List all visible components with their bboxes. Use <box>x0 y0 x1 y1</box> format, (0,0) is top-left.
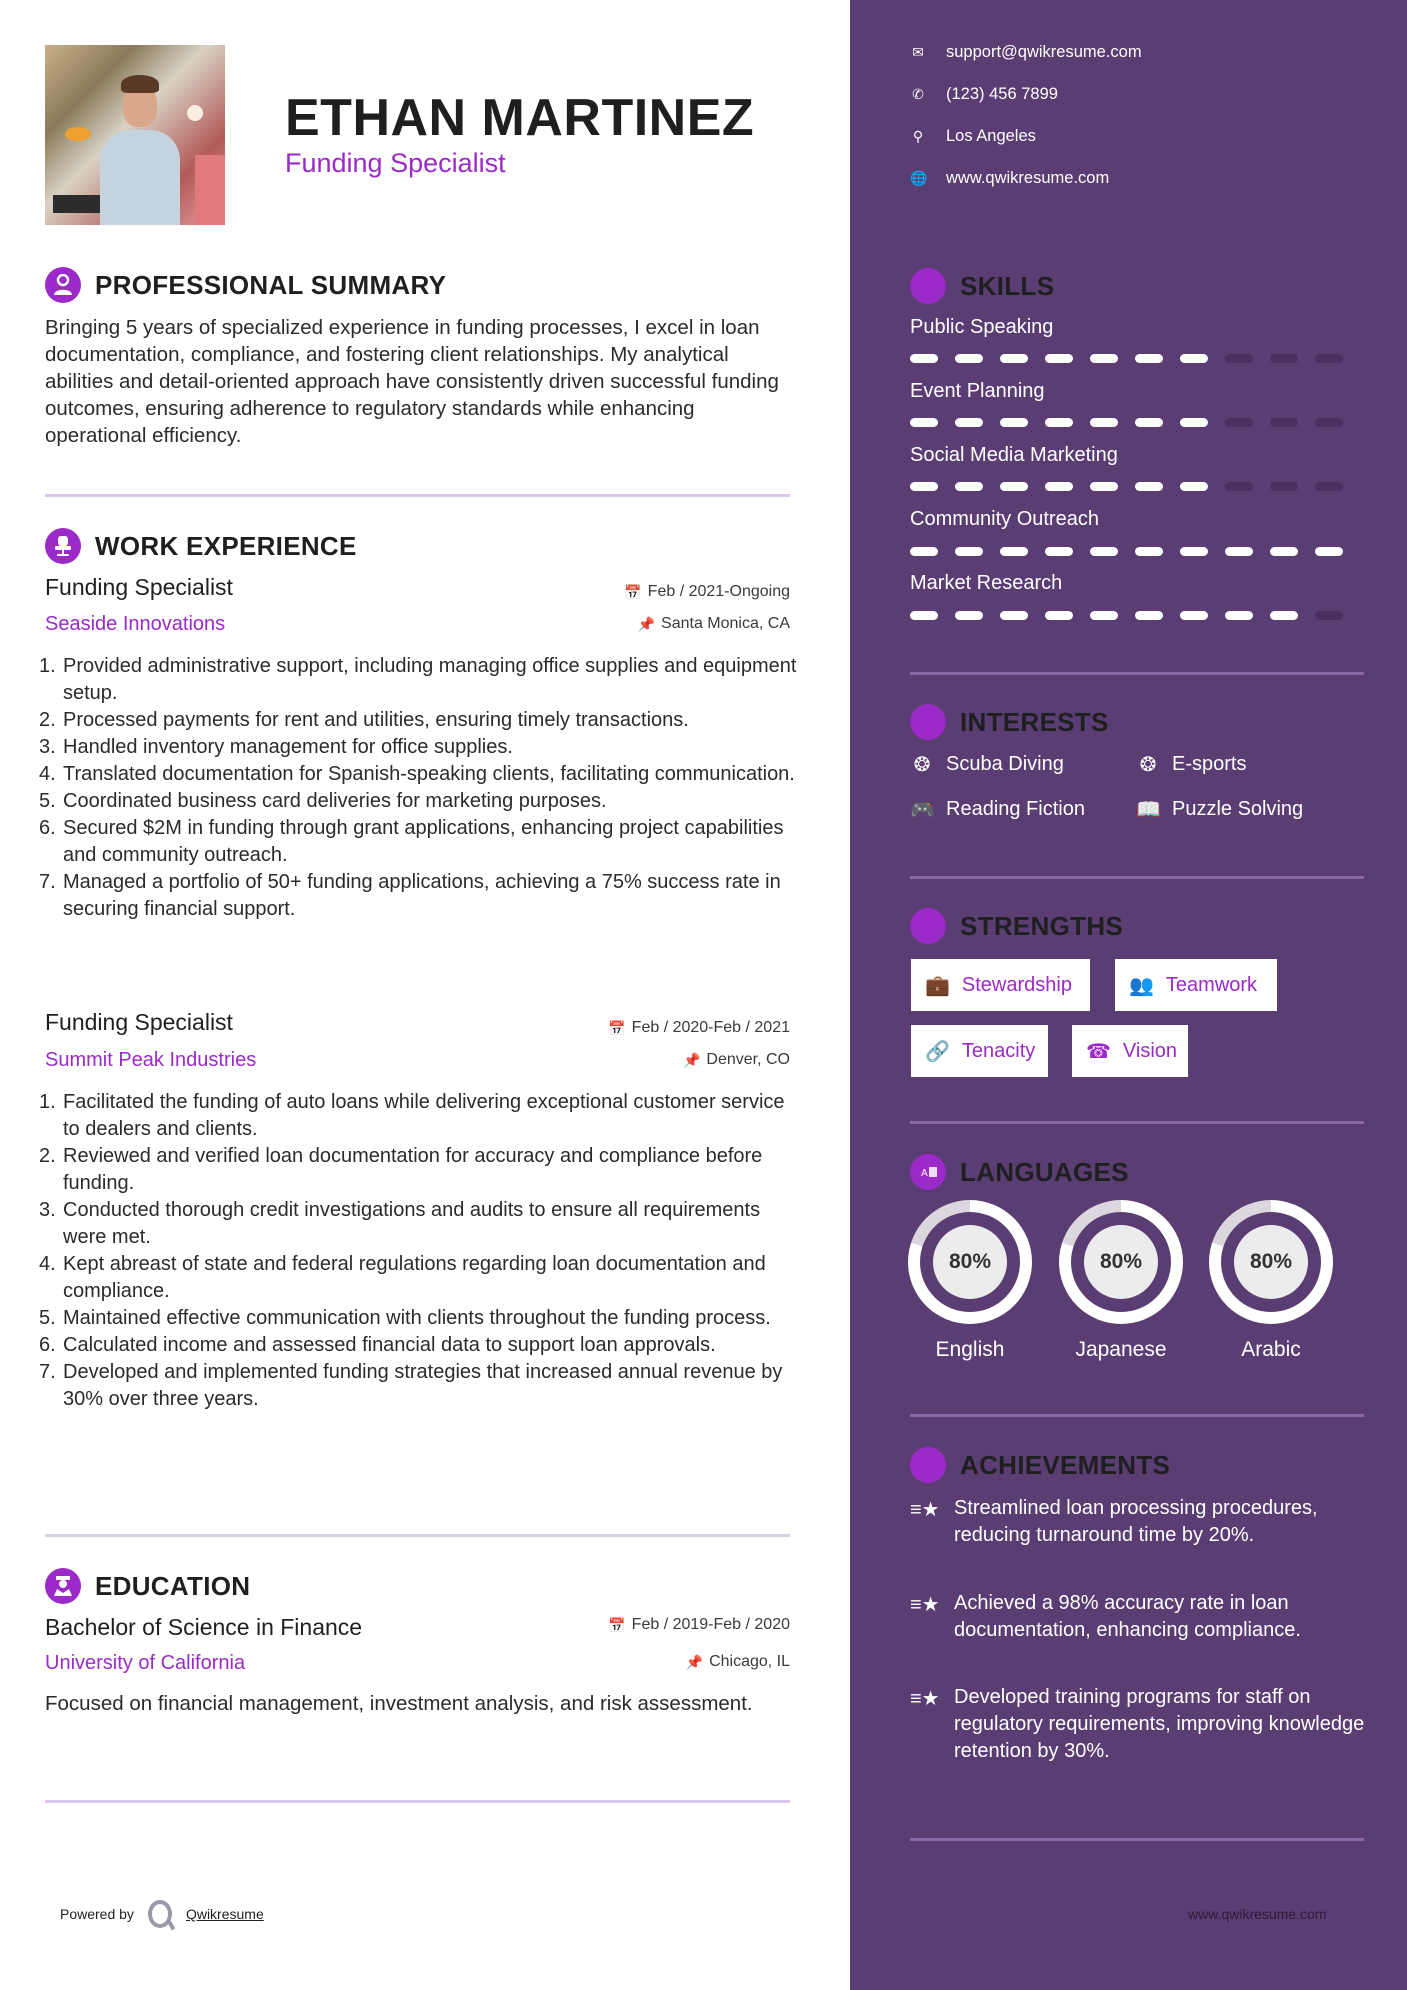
interest-item: 📖 Puzzle Solving <box>1136 798 1304 821</box>
skill-label: Social Media Marketing <box>910 444 1118 466</box>
language-name: Japanese <box>1075 1338 1167 1361</box>
powered-by <box>60 1900 264 1928</box>
job-dates <box>490 1019 790 1037</box>
job-location <box>490 615 790 633</box>
skills-header <box>910 268 1054 304</box>
duty-item: 1. Facilitated the funding of auto loans while delivering exceptional customer service to dealers and clients. <box>39 1091 785 1140</box>
language-progress-ring <box>908 1200 1032 1324</box>
job-dates-text: Feb / 2020-Feb / 2021 <box>631 1019 790 1036</box>
shooting-star-icon: ≡★ <box>910 1594 940 1616</box>
shooting-star-icon: ≡★ <box>910 1688 940 1710</box>
skill-label: Community Outreach <box>910 508 1099 530</box>
duty-item: 7. Developed and implemented funding strategies that increased annual revenue by 30% over three years. <box>39 1361 783 1410</box>
calendar-icon: 📅 <box>624 583 642 600</box>
skill-rating <box>910 611 1343 620</box>
language-name: English <box>935 1338 1005 1361</box>
education-dates-text: Feb / 2019-Feb / 2020 <box>631 1616 790 1633</box>
education-description: Focused on financial management, investment analysis, and risk assessment. <box>45 1692 753 1715</box>
duty-item: 6. Calculated income and assessed financial data to support loan approvals. <box>39 1334 716 1356</box>
job-title: Funding Specialist <box>45 574 233 600</box>
strength-badge: ☎ Vision <box>1072 1025 1188 1077</box>
language-percent: 80% <box>933 1225 1007 1299</box>
language-item <box>1209 1200 1333 1362</box>
strengths-heading: STRENGTHS <box>960 910 1124 941</box>
school: University of California <box>45 1652 246 1674</box>
language-percent: 80% <box>1084 1225 1158 1299</box>
languages-heading: LANGUAGES <box>960 1156 1129 1187</box>
achievements-header <box>910 1447 1170 1483</box>
office-chair-icon <box>45 528 81 564</box>
education-header <box>45 1568 250 1604</box>
job-dates <box>490 583 790 601</box>
map-pin-icon: ⚲ <box>912 128 924 144</box>
skill-rating <box>910 354 1343 363</box>
duty-item: 1. Provided administrative support, including managing office supplies and equipment setup. <box>39 655 797 704</box>
briefcase-icon: 💼 <box>925 974 950 997</box>
skills-heading: SKILLS <box>960 270 1055 301</box>
skill-rating <box>910 547 1343 556</box>
degree: Bachelor of Science in Finance <box>45 1614 363 1640</box>
powered-by-label: Powered by <box>60 1906 134 1922</box>
sidebar-divider <box>910 1414 1364 1417</box>
pin-icon: 📌 <box>682 1051 701 1068</box>
link-icon: 🔗 <box>925 1040 950 1063</box>
job-duties <box>39 1089 805 1413</box>
candidate-name: ETHAN MARTINEZ <box>285 89 755 147</box>
job-dates-text: Feb / 2021-Ongoing <box>647 583 790 600</box>
duty-item: 3. Handled inventory management for office supplies. <box>39 736 513 758</box>
shooting-star-icon: ≡★ <box>910 1499 940 1521</box>
skill-rating <box>910 418 1343 427</box>
sidebar-divider <box>910 672 1364 675</box>
interests-header <box>910 704 1109 740</box>
qwikresume-logo-icon <box>148 1900 172 1928</box>
summary-heading: PROFESSIONAL SUMMARY <box>95 269 447 300</box>
skill-label: Public Speaking <box>910 316 1054 338</box>
sidebar-divider <box>910 1121 1364 1124</box>
graduate-icon <box>45 1568 81 1604</box>
section-divider <box>45 1800 790 1803</box>
summary-header <box>45 267 446 303</box>
education-heading: EDUCATION <box>95 1570 251 1601</box>
contact-website[interactable]: 🌐 www.qwikresume.com <box>910 169 1110 187</box>
duty-item: 2. Processed payments for rent and utilities, ensuring timely transactions. <box>39 709 689 731</box>
job-location-text: Santa Monica, CA <box>661 615 790 632</box>
duty-item: 5. Coordinated business card deliveries for marketing purposes. <box>39 790 607 812</box>
duty-item: 4. Translated documentation for Spanish-speaking clients, facilitating communication. <box>39 763 795 785</box>
skill-label: Market Research <box>910 572 1063 594</box>
strength-badge: 🔗 Tenacity <box>911 1025 1048 1077</box>
shooting-star-icon: ★ <box>910 1447 946 1483</box>
lightbulb-icon <box>910 268 946 304</box>
experience-heading: WORK EXPERIENCE <box>95 530 357 561</box>
language-progress-ring <box>1059 1200 1183 1324</box>
pin-icon: 📌 <box>685 1653 704 1670</box>
language-percent: 80% <box>1234 1225 1308 1299</box>
skill-label: Event Planning <box>910 380 1045 402</box>
fist-icon <box>910 908 946 944</box>
qwikresume-link[interactable]: Qwikresume <box>185 1906 264 1922</box>
sidebar-divider <box>910 1838 1364 1841</box>
section-divider <box>45 1534 790 1537</box>
duty-item: 2. Reviewed and verified loan documentation for accuracy and compliance before funding. <box>39 1145 763 1194</box>
calendar-icon: 📅 <box>608 1019 626 1036</box>
education-location-text: Chicago, IL <box>709 1653 790 1670</box>
gamepad-icon: 🎮 <box>910 799 935 821</box>
duty-item: 5. Maintained effective communication with clients throughout the funding process. <box>39 1307 771 1329</box>
candidate-title: Funding Specialist <box>285 148 506 178</box>
svg-text:A: A <box>921 1168 928 1179</box>
languages-header <box>910 1154 1129 1190</box>
footer-website[interactable]: www.qwikresume.com <box>1188 1906 1327 1922</box>
team-icon: 👥 <box>1129 974 1154 997</box>
strength-badge: 💼 Stewardship <box>911 959 1090 1011</box>
job-location <box>490 1051 790 1069</box>
duty-item: 4. Kept abreast of state and federal regulations regarding loan documentation and compliance. <box>39 1253 766 1302</box>
sidebar-divider <box>910 876 1364 879</box>
skill-rating <box>910 482 1343 491</box>
contact-email[interactable]: ✉ support@qwikresume.com <box>910 43 1142 62</box>
interests-heading: INTERESTS <box>960 706 1109 737</box>
job-company: Seaside Innovations <box>45 613 226 635</box>
strength-badge: 👥 Teamwork <box>1115 959 1277 1011</box>
experience-header <box>45 528 357 564</box>
education-location <box>490 1653 790 1671</box>
duty-item: 7. Managed a portfolio of 50+ funding applications, achieving a 75% success rate in securing financial support. <box>39 871 781 920</box>
education-dates <box>490 1616 790 1634</box>
phone-icon: ✆ <box>912 86 924 102</box>
job-location-text: Denver, CO <box>706 1051 790 1068</box>
language-item <box>1059 1200 1183 1362</box>
job-duties <box>39 653 805 923</box>
profile-photo <box>45 45 225 225</box>
summary-text: Bringing 5 years of specialized experience in funding processes, I excel in loan documentation, compliance, and fostering client relationships. My analytical abilities and detail-oriented approach have consistently driven successful funding outcomes, ensuring adherence to regulatory standards while enhancing operational efficiency. <box>45 316 779 447</box>
achievement-item: ≡★ Developed training programs for staff on regulatory requirements, improving knowledge retention by 30%. <box>910 1684 1370 1765</box>
section-divider <box>45 494 790 497</box>
achievements-heading: ACHIEVEMENTS <box>960 1449 1171 1480</box>
language-progress-ring <box>1209 1200 1333 1324</box>
job-company: Summit Peak Industries <box>45 1049 257 1071</box>
duty-item: 6. Secured $2M in funding through grant applications, enhancing project capabilities and community outreach. <box>39 817 784 866</box>
translate-icon <box>910 1154 946 1190</box>
duty-item: 3. Conducted thorough credit investigations and audits to ensure all requirements were met. <box>39 1199 761 1248</box>
job-title: Funding Specialist <box>45 1009 233 1035</box>
interest-item: ❂ E-sports <box>1136 752 1246 777</box>
paper-plane-icon <box>910 704 946 740</box>
user-icon <box>45 267 81 303</box>
pin-icon: 📌 <box>637 615 656 632</box>
globe-icon: 🌐 <box>910 170 928 186</box>
life-ring-icon: ❂ <box>913 754 931 776</box>
life-ring-icon: ❂ <box>1139 754 1157 776</box>
book-icon: 📖 <box>1136 799 1161 821</box>
language-name: Arabic <box>1241 1338 1301 1361</box>
contact-phone[interactable]: ✆ (123) 456 7899 <box>910 85 1058 104</box>
interest-item: 🎮 Reading Fiction <box>910 798 1085 821</box>
achievement-item: ≡★ Streamlined loan processing procedures, reducing turnaround time by 20%. <box>910 1495 1370 1549</box>
achievement-item: ≡★ Achieved a 98% accuracy rate in loan documentation, enhancing compliance. <box>910 1590 1370 1644</box>
strengths-header <box>910 908 1123 944</box>
interest-item: ❂ Scuba Diving <box>910 752 1064 777</box>
envelope-icon: ✉ <box>912 44 924 60</box>
language-item <box>908 1200 1032 1362</box>
binoculars-icon: ☎ <box>1086 1040 1111 1063</box>
calendar-icon: 📅 <box>608 1616 626 1633</box>
contact-location: ⚲ Los Angeles <box>910 127 1036 146</box>
